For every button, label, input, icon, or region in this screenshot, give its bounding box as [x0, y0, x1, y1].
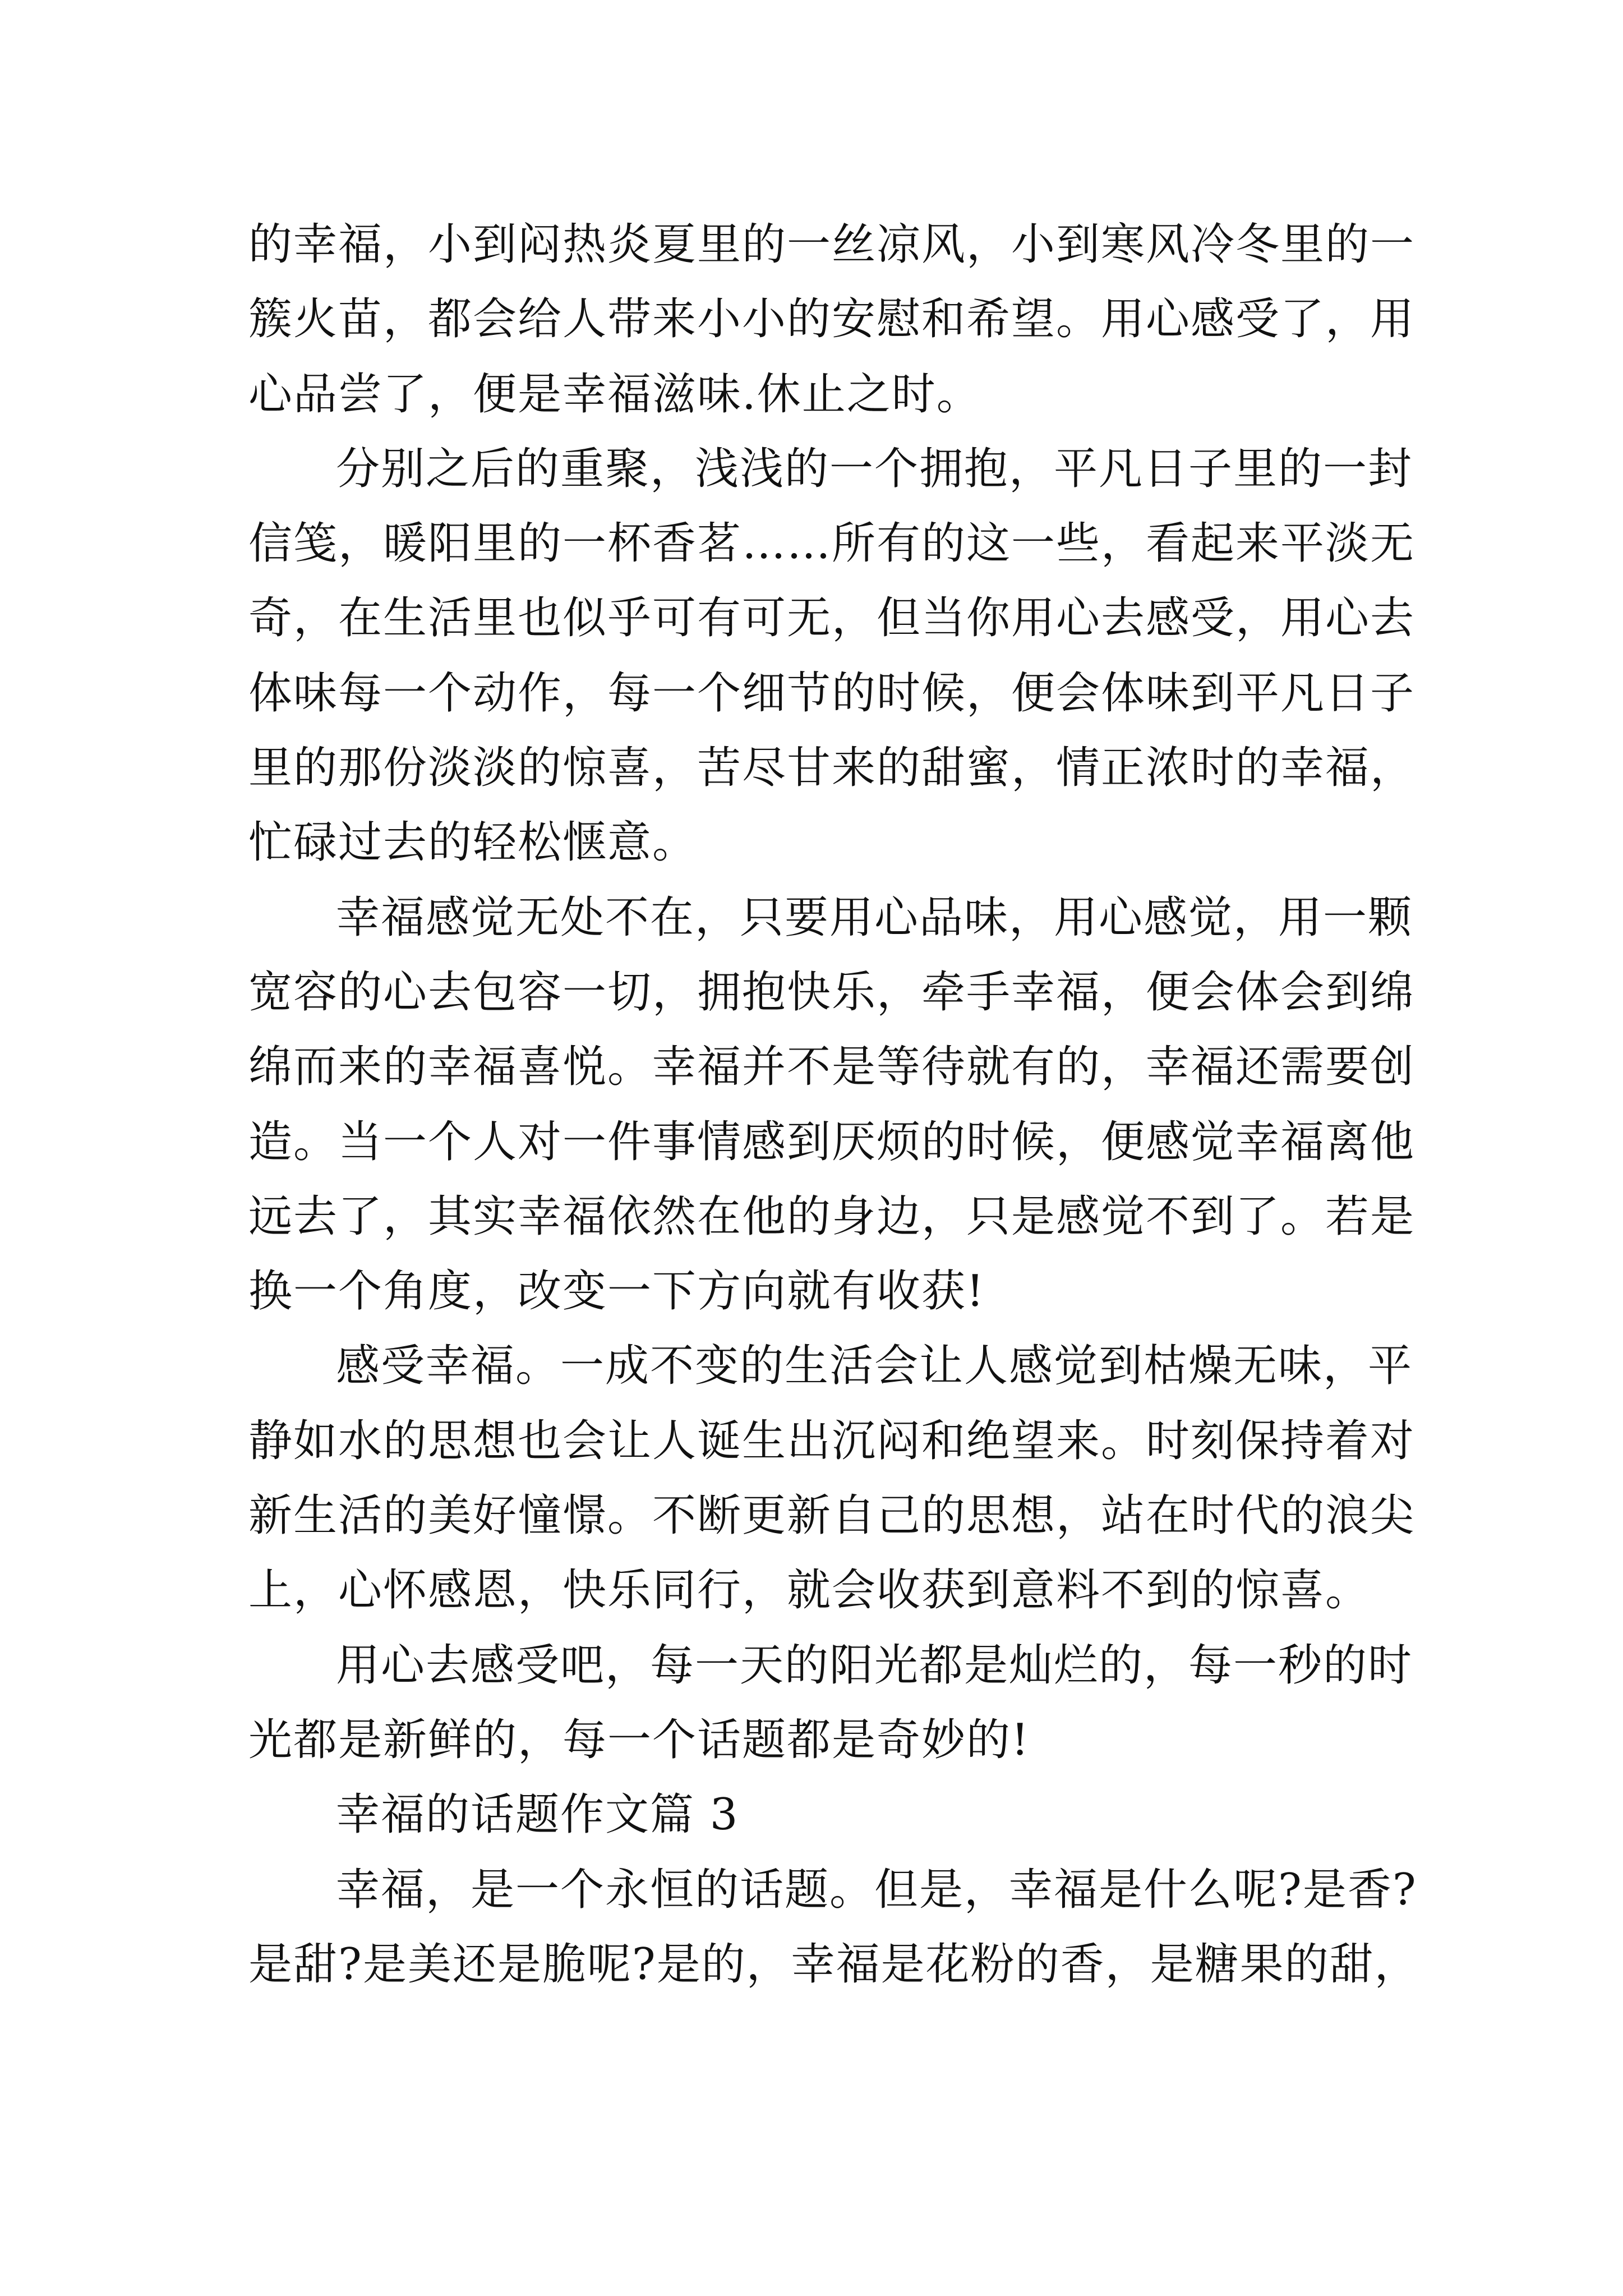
- text-line: 静如水的思想也会让人诞生出沉闷和绝望来。时刻保持着对: [248, 1415, 1415, 1466]
- text-line: 新生活的美好憧憬。不断更新自己的思想，站在时代的浪尖: [248, 1490, 1415, 1542]
- text-line: 奇，在生活里也似乎可有可无，但当你用心去感受，用心去: [248, 593, 1415, 644]
- text-line: 绵而来的幸福喜悦。幸福并不是等待就有的，幸福还需要创: [248, 1042, 1415, 1093]
- text-line: 里的那份淡淡的惊喜，苦尽甘来的甜蜜，情正浓时的幸福，: [248, 743, 1415, 794]
- text-line: 上，心怀感恩，快乐同行，就会收获到意料不到的惊喜。: [248, 1565, 1371, 1616]
- text-line: 用心去感受吧，每一天的阳光都是灿烂的，每一秒的时: [336, 1640, 1413, 1691]
- text-line: 造。当一个人对一件事情感到厌烦的时候，便感觉幸福离他: [248, 1116, 1415, 1167]
- text-line: 幸福，是一个永恒的话题。但是，幸福是什么呢?是香?: [336, 1864, 1417, 1915]
- text-line: 忙碌过去的轻松惬意。: [248, 817, 698, 868]
- text-line: 的幸福，小到闷热炎夏里的一丝凉风，小到寒风冷冬里的一: [248, 219, 1415, 270]
- text-line: 幸福感觉无处不在，只要用心品味，用心感觉，用一颗: [336, 892, 1413, 943]
- text-line: 分别之后的重聚，浅浅的一个拥抱，平凡日子里的一封: [336, 443, 1413, 494]
- text-line: 感受幸福。一成不变的生活会让人感觉到枯燥无味，平: [336, 1341, 1413, 1392]
- text-line: 心品尝了，便是幸福滋味.休止之时。: [248, 369, 981, 420]
- text-line: 体味每一个动作，每一个细节的时候，便会体味到平凡日子: [248, 668, 1415, 719]
- text-line: 换一个角度，改变一下方向就有收获!: [248, 1266, 985, 1317]
- text-line: 簇火苗，都会给人带来小小的安慰和希望。用心感受了，用: [248, 294, 1415, 345]
- text-line: 是甜?是美还是脆呢?是的，幸福是花粉的香，是糖果的甜，: [248, 1939, 1419, 1990]
- text-line: 信笺，暖阳里的一杯香茗……所有的这一些，看起来平淡无: [248, 518, 1415, 569]
- text-line: 远去了，其实幸福依然在他的身边，只是感觉不到了。若是: [248, 1191, 1415, 1242]
- text-line: 宽容的心去包容一切，拥抱快乐，牵手幸福，便会体会到绵: [248, 967, 1415, 1018]
- document-body: [248, 208, 1419, 2002]
- text-line: 光都是新鲜的，每一个话题都是奇妙的!: [248, 1714, 1030, 1765]
- text-line: 幸福的话题作文篇 3: [336, 1789, 739, 1841]
